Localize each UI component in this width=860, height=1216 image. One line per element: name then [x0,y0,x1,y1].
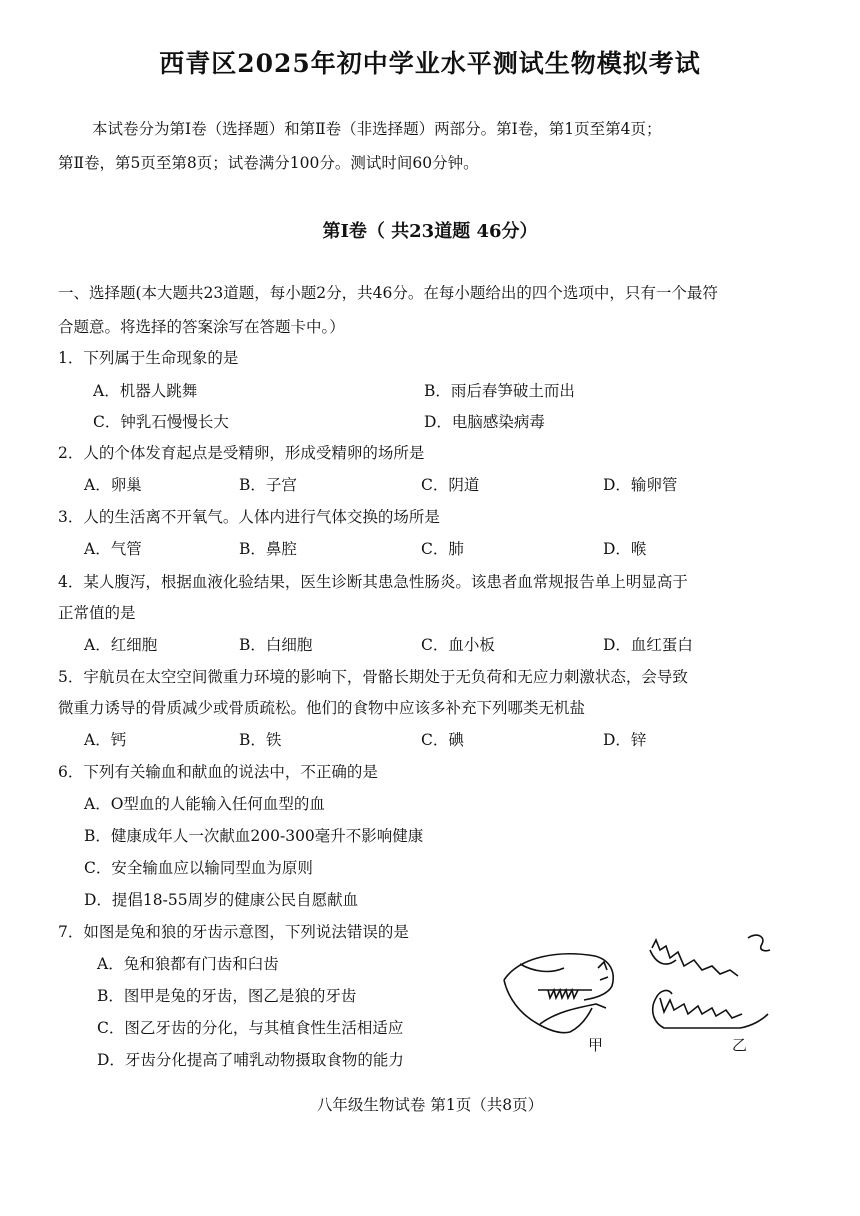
question-4-option-d: D．血红蛋白 [603,636,693,654]
question-1-option-c: C．钟乳石慢慢长大 [93,413,229,431]
question-7-stem: 7．如图是兔和狼的牙齿示意图，下列说法错误的是 [58,923,409,941]
question-4-stem-continued: 正常值的是 [58,604,136,622]
question-4-stem: 4．某人腹泻，根据血液化验结果，医生诊断其患急性肠炎。该患者血常规报告单上明显高于 [58,573,688,591]
question-6-option-b: B．健康成年人一次献血200-300毫升不影响健康 [84,827,424,845]
question-3-option-c: C．肺 [421,540,464,558]
figure-b-label: 乙 [732,1036,748,1054]
question-6-option-d: D．提倡18-55周岁的健康公民自愿献血 [84,891,359,909]
question-2-option-b: B．子宫 [239,476,297,494]
question-4-option-a: A．红细胞 [84,636,158,654]
question-5-option-d: D．锌 [603,731,647,749]
question-6-option-c: C．安全输血应以输同型血为原则 [84,859,313,877]
question-7-option-a: A．兔和狼都有门齿和臼齿 [97,955,279,973]
figure-b-teeth [650,935,770,1028]
section-instructions-2: 合题意。将选择的答案涂写在答题卡中。） [58,318,345,336]
teeth-diagram-svg [500,928,800,1058]
question-2-option-c: C．阴道 [421,476,480,494]
question-4-option-c: C．血小板 [421,636,495,654]
question-4-option-b: B．白细胞 [239,636,313,654]
intro-line-2: 第Ⅱ卷，第5页至第8页；试卷满分100分。测试时间60分钟。 [58,154,479,172]
question-3-option-b: B．鼻腔 [239,540,297,558]
question-2-option-d: D．输卵管 [603,476,678,494]
question-2-option-a: A．卵巢 [84,476,142,494]
section-instructions-1: 一、选择题(本大题共23道题，每小题2分，共46分。在每小题给出的四个选项中，只有一个最符 [58,284,718,302]
question-6-stem: 6．下列有关输血和献血的说法中，不正确的是 [58,763,378,781]
part-heading: 第Ⅰ卷（ 共23道题 46分） [322,221,538,242]
teeth-figure [500,928,800,1062]
question-1-option-b: B．雨后春笋破土而出 [424,382,575,400]
question-3-option-a: A．气管 [84,540,142,558]
question-5-stem: 5．宇航员在太空空间微重力环境的影响下，骨骼长期处于无负荷和无应力刺激状态，会导致 [58,668,688,686]
question-7-option-b: B．图甲是兔的牙齿，图乙是狼的牙齿 [97,987,357,1005]
question-5-stem-continued: 微重力诱导的骨质减少或骨质疏松。他们的食物中应该多补充下列哪类无机盐 [58,699,586,717]
question-5-option-c: C．碘 [421,731,464,749]
exam-title: 西青区2025年初中学业水平测试生物模拟考试 [159,49,701,78]
question-1-option-a: A．机器人跳舞 [93,382,198,400]
question-3-stem: 3．人的生活离不开氧气。人体内进行气体交换的场所是 [58,508,440,526]
question-3-option-d: D．喉 [603,540,647,558]
question-5-option-b: B．铁 [239,731,282,749]
question-1-stem: 1．下列属于生命现象的是 [58,349,239,367]
question-6-option-a: A．O型血的人能输入任何血型的血 [84,795,325,813]
question-7-option-d: D．牙齿分化提高了哺乳动物摄取食物的能力 [97,1051,404,1069]
question-7-option-c: C．图乙牙齿的分化，与其植食性生活相适应 [97,1019,404,1037]
question-1-option-d: D．电脑感染病毒 [424,413,545,431]
page-footer: 八年级生物试卷 第1页（共8页） [316,1096,544,1114]
question-5-option-a: A．钙 [84,731,127,749]
figure-a-label: 甲 [588,1036,604,1054]
figure-a-skull [504,954,613,1033]
question-2-stem: 2．人的个体发育起点是受精卵，形成受精卵的场所是 [58,444,425,462]
intro-line-1: 本试卷分为第Ⅰ卷（选择题）和第Ⅱ卷（非选择题）两部分。第Ⅰ卷，第1页至第4页； [92,120,662,138]
